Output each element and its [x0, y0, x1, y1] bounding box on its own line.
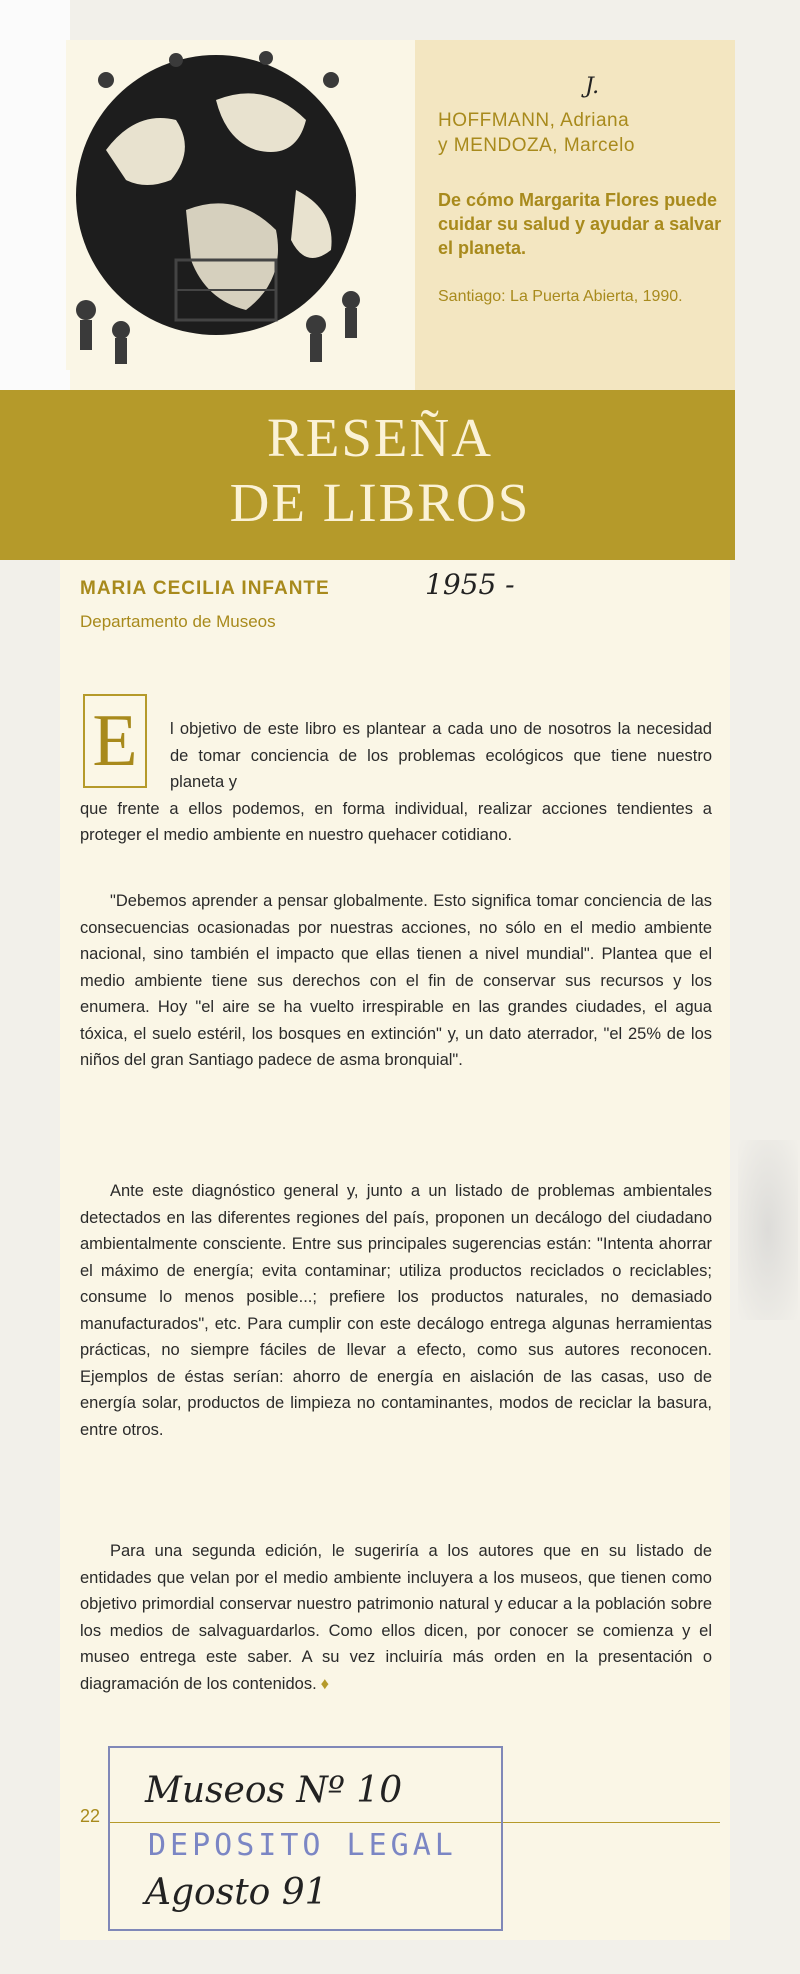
- paragraph-1-opening: l objetivo de este libro es plantear a cada uno de nosotros la necesidad de tomar conciencia de los problemas ecológicos que tiene nuestro planeta y: [170, 720, 712, 791]
- section-title-line1: RESEÑA: [267, 407, 493, 468]
- book-author-2: y MENDOZA, Marcelo: [438, 135, 635, 156]
- book-publisher: Santiago: La Puerta Abierta, 1990.: [438, 288, 683, 305]
- drop-cap: E: [83, 694, 147, 788]
- section-title: [0, 405, 760, 535]
- reviewer-name: MARIA CECILIA INFANTE: [80, 578, 330, 599]
- book-author-1: HOFFMANN, Adriana: [438, 110, 630, 131]
- handwritten-year: 1955 -: [425, 568, 515, 601]
- paper-bleed-mark: [738, 1140, 798, 1320]
- book-authors: [438, 108, 718, 158]
- paragraph-4: [80, 1538, 712, 1697]
- book-title: De cómo Margarita Flores puede cuidar su salud y ayudar a salvar el planeta.: [438, 190, 722, 258]
- paragraph-3: Ante este diagnóstico general y, junto a un listado de problemas ambientales detectados en las diferentes regiones del país, proponen un decálogo del ciudadano ambientalmente consciente. Entre sus principales sugerencias están: "Intenta ahorrar el máximo de energía; evita contaminar; utiliza productos reciclados o reciclables; consume lo menos posible...; prefiere los productos naturales, no demasiado manufacturados", etc. Para cumplir con este decálogo entrega algunas herramientas prácticas, no siempre fáciles de llevar a efecto, como sus autores reconocen. Ejemplos de éstas serían: ahorro de energía en aislación de las casas, uso de energía solar, productos de limpieza no contaminantes, modos de reciclar la basura, entre otros.: [80, 1182, 712, 1439]
- handwritten-initial: J.: [585, 74, 600, 99]
- end-mark-icon: ♦: [320, 1674, 330, 1693]
- handwritten-stamp-note: Museos Nº 10: [145, 1770, 403, 1811]
- paragraph-1: [80, 716, 712, 849]
- stamp-label: DEPOSITO LEGAL: [148, 1828, 457, 1863]
- globe-illustration: [66, 40, 366, 370]
- paragraph-1-rest: que frente a ellos podemos, en forma individual, realizar acciones tendientes a proteger el medio ambiente en nuestro quehacer cotidiano.: [80, 799, 712, 844]
- section-title-line2: DE LIBROS: [229, 472, 531, 533]
- paragraph-4-text: Para una segunda edición, le sugeriría a los autores que en su listado de entidades que velan por el medio ambiente incluyera a los museos, que tienen como objetivo primordial conservar nuestro patrimonio natural y educar a la población sobre los medios de salvaguardarlos. Como ellos dicen, por conocer se comienza y el museo entrega este saber. A su vez incluiría más orden en la presentación o diagramación de los contenidos.: [80, 1542, 712, 1693]
- page-number: 22: [80, 1806, 101, 1826]
- paper-edge: [0, 0, 70, 390]
- reviewer-department: Departamento de Museos: [80, 612, 276, 631]
- handwritten-stamp-date: Agosto 91: [145, 1872, 328, 1913]
- paragraph-2: "Debemos aprender a pensar globalmente. Esto significa tomar conciencia de las consecuencias ocasionadas por nuestras acciones, no sólo en el medio ambiente nacional, sino también el impacto que ellas tienen a nivel mundial". Plantea que el medio ambiente tiene sus derechos con el fin de conservar sus recursos y los enumera. Hoy "el aire se ha vuelto irrespirable en las grandes ciudades, el agua tóxica, el suelo estéril, los bosques en extinción" y, un dato aterrador, "el 25% de los niños del gran Santiago padece de asma bronquial".: [80, 892, 712, 1069]
